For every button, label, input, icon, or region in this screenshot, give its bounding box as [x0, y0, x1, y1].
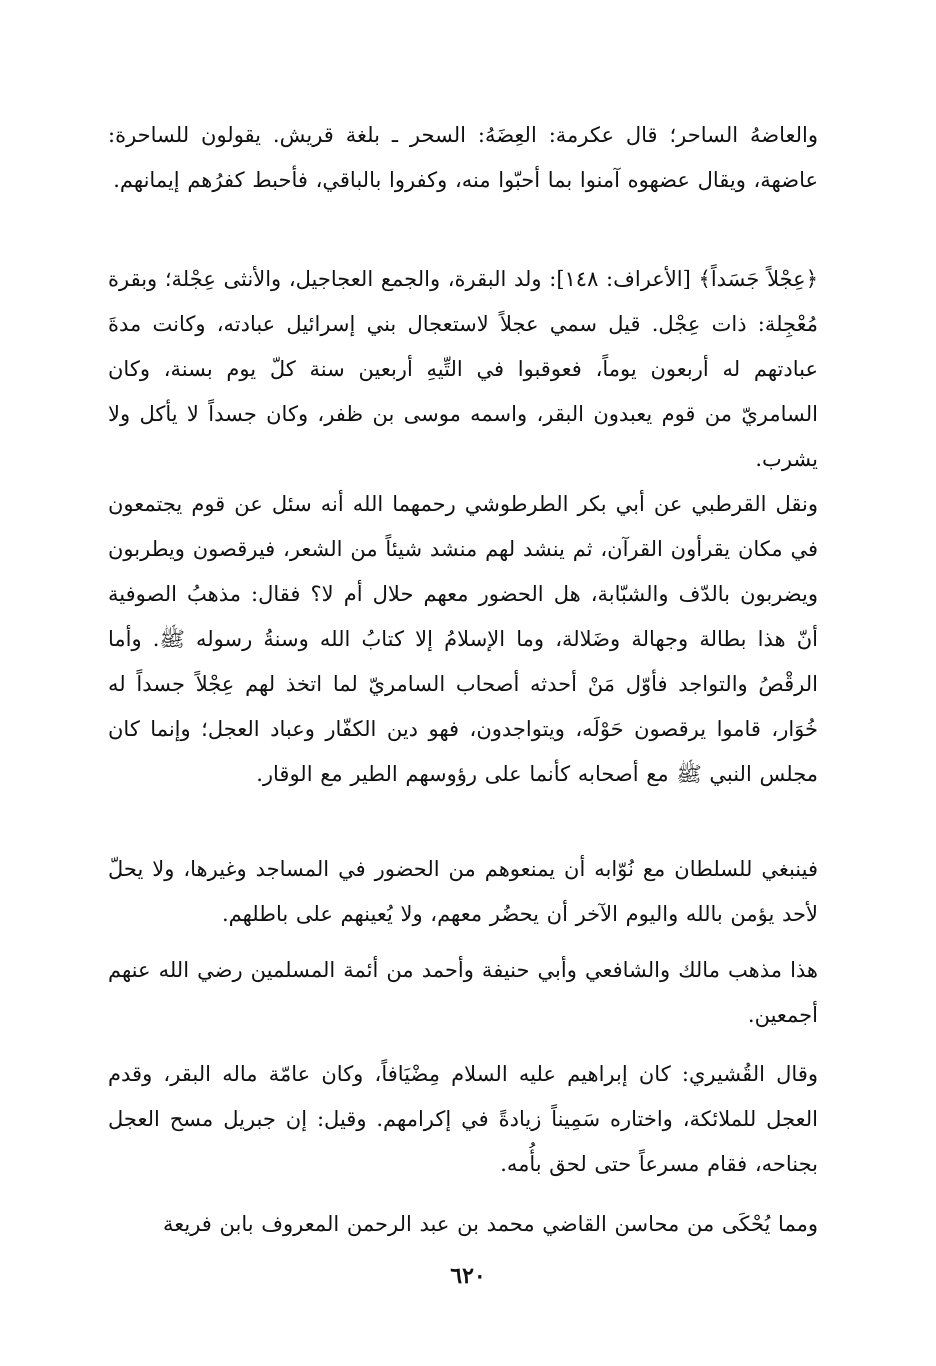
paragraph-1: والعاضهُ الساحر؛ قال عكرمة: العِضَهُ: السحر ـ بلغة قريش. يقولون للساحرة: عاضهة، ويقال عضهوه آمنوا بما أحبّوا منه، وكفروا بالباقي، فأحبط كفرُهم إيمانهم.	[108, 123, 818, 192]
paragraph-2: ﴿عِجْلاً جَسَداً﴾ [الأعراف: ١٤٨]: ولد البقرة، والجمع العجاجيل، والأنثى عِجْلة؛ وبقرة مُعْجِلة: ذات عِجْل. قيل سمي عجلاً لاستعجال بني إسرائيل عبادته، وكانت مدةَ عبادتهم له أربعون يوماً، فعوقبوا في التِّيهِ أربعين سنة كلّ يوم بسنة، وكان السامريّ من قوم يعبدون البقر، واسمه موسى بن ظفر، وكان جسداً لا يأكل ولا يشرب.	[108, 267, 818, 471]
paragraph-7: ومما يُحْكَى من محاسن القاضي محمد بن عبد الرحمن المعروف بابن فريعة	[162, 1212, 818, 1236]
paragraph-3: ونقل القرطبي عن أبي بكر الطرطوشي رحمهما الله أنه سئل عن قوم يجتمعون في مكان يقرأون القرآن، ثم ينشد لهم منشد شيئاً من الشعر، فيرقصون ويطربون ويضربون بالدّف والشبّابة، هل الحضور معهم حلال أم لا؟ فقال: مذهبُ الصوفية أنّ هذا بطالة وجهالة وضَلالة، وما الإسلامُ إلا كتابُ الله وسنةُ رسوله ﷺ. وأما الرقْصُ والتواجد فأوّل مَنْ أحدثه أصحاب السامريّ لما اتخذ لهم عِجْلاً جسداً له خُوَار، قاموا يرقصون حَوْلَه، ويتواجدون، فهو دين الكفّار وعباد العجل؛ وإنما كان مجلس النبي ﷺ مع أصحابه كأنما على رؤوسهم الطير مع الوقار.	[108, 492, 818, 786]
paragraph-6: وقال القُشيري: كان إبراهيم عليه السلام مِضْيَافاً، وكان عامّة ماله البقر، وقدم العجل للملائكة، واختاره سَمِيناً زيادةً في إكرامهم. وقيل: إن جبريل مسح العجل بجناحه، فقام مسرعاً حتى لحق بأُمه.	[108, 1062, 818, 1176]
paragraph-5: هذا مذهب مالك والشافعي وأبي حنيفة وأحمد من أئمة المسلمين رضي الله عنهم أجمعين.	[108, 958, 818, 1027]
paragraph-6-block	[108, 1052, 818, 1187]
paragraph-2-block	[108, 257, 818, 482]
paragraph-3-block	[108, 482, 818, 797]
paragraph-7-block	[108, 1202, 818, 1247]
paragraph-4-block	[108, 847, 818, 937]
page-number: ٦٢٠	[450, 1263, 486, 1289]
paragraph-4: فينبغي للسلطان مع نُوّابه أن يمنعوهم من الحضور في المساجد وغيرها، ولا يحلّ لأحد يؤمن بالله واليوم الآخر أن يحضُر معهم، ولا يُعينهم على باطلهم.	[108, 857, 818, 926]
paragraph-1-block	[108, 113, 818, 203]
paragraph-5-block	[108, 948, 818, 1038]
